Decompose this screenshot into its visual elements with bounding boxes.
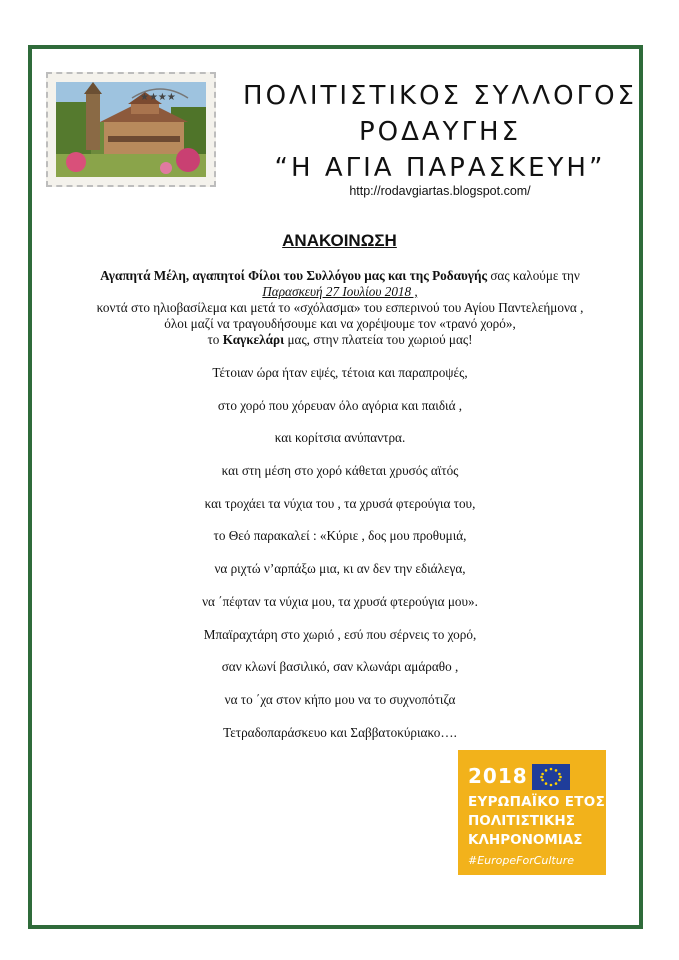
poem-line: να το ΄χα στον κήπο μου να το συχνοπότιζα [224,691,456,707]
title-line-1: ΠΟΛΙΤΙΣΤΙΚΟΣ ΣΥΛΛΟΓΟΣ [243,81,637,111]
poem-line: στο χορό που χόρευαν όλο αγόρια και παιδιά , [217,397,463,413]
intro-invite: σας καλούμε την [487,268,580,283]
announcement-heading: ΑΝΑΚΟΙΝΩΣΗ [282,231,397,250]
intro-line-4: όλοι μαζί να τραγουδήσουμε και να χορέψουμε τον «τρανό χορό», [164,316,516,331]
dance-name: Καγκελάρι [222,332,285,347]
intro-greeting: Αγαπητά Μέλη, αγαπητοί Φίλοι του Συλλόγου μας και της Ροδαυγής [100,268,488,283]
poem-line: να ΄πέφταν τα νύχια μου, τα χρυσά φτερούγια μου». [202,593,478,609]
logo-line-1: ΕΥΡΩΠΑΪΚΟ ΕΤΟΣ [468,794,606,810]
poem-line: σαν κλωνί βασιλικό, σαν κλωνάρι αμάραθο , [221,659,459,675]
poem-line: και κορίτσια ανύπαντρα. [274,430,406,446]
announcement-intro [60,268,620,348]
european-year-cultural-heritage-logo [458,750,606,875]
blog-url[interactable]: http://rodavgiartas.blogspot.com/ [349,184,531,198]
poem-line: Τετραδοπαράσκευο και Σαββατοκύριακο…. [223,724,457,740]
poem-line: Μπαϊραχτάρη στο χωριό , εσύ που σέρνεις το χορό, [203,626,477,642]
title-line-3: “Η ΑΓΙΑ ΠΑΡΑΣΚΕΥΗ” [274,153,606,183]
logo-hashtag: #EuropeForCulture [468,854,575,867]
logo-year: 2018 [468,764,528,788]
title-line-2: ΡΟΔΑΥΓΗΣ [358,117,522,147]
intro-line-3: κοντά στο ηλιοβασίλεμα και μετά το «σχόλασμα» του εσπερινού του Αγίου Παντελεήμονα , [96,300,584,315]
event-date: Παρασκευή 27 Ιουλίου 2018 , [262,284,418,299]
poem-line: Τέτοιαν ώρα ήταν εψές, τέτοια και παραπροψές, [212,365,468,380]
poem-line: και τροχάει τα νύχια του , τα χρυσά φτερούγια του, [204,495,476,511]
svg-text:★★★★: ★★★★ [140,92,176,103]
intro-line-5-pre: το [207,332,223,347]
eu-flag-icon [532,764,570,790]
poem-line: να ριχτώ ν’αρπάξω μια, κι αν δεν την εδιάλεγα, [214,561,466,577]
logo-line-2: ΠΟΛΙΤΙΣΤΙΚΗΣ [468,813,575,829]
poem [60,365,620,757]
logo-line-3: ΚΛΗΡΟΝΟΜΙΑΣ [468,832,583,848]
poem-line: και στη μέση στο χορό κάθεται χρυσός αϊτός [221,463,459,479]
association-title [240,78,640,186]
intro-line-5-post: μας, στην πλατεία του χωριού μας! [284,332,473,347]
poem-line: το Θεό παρακαλεί : «Κύριε , δος μου προθυμιά, [213,528,467,544]
stamp-postmark [130,78,190,108]
